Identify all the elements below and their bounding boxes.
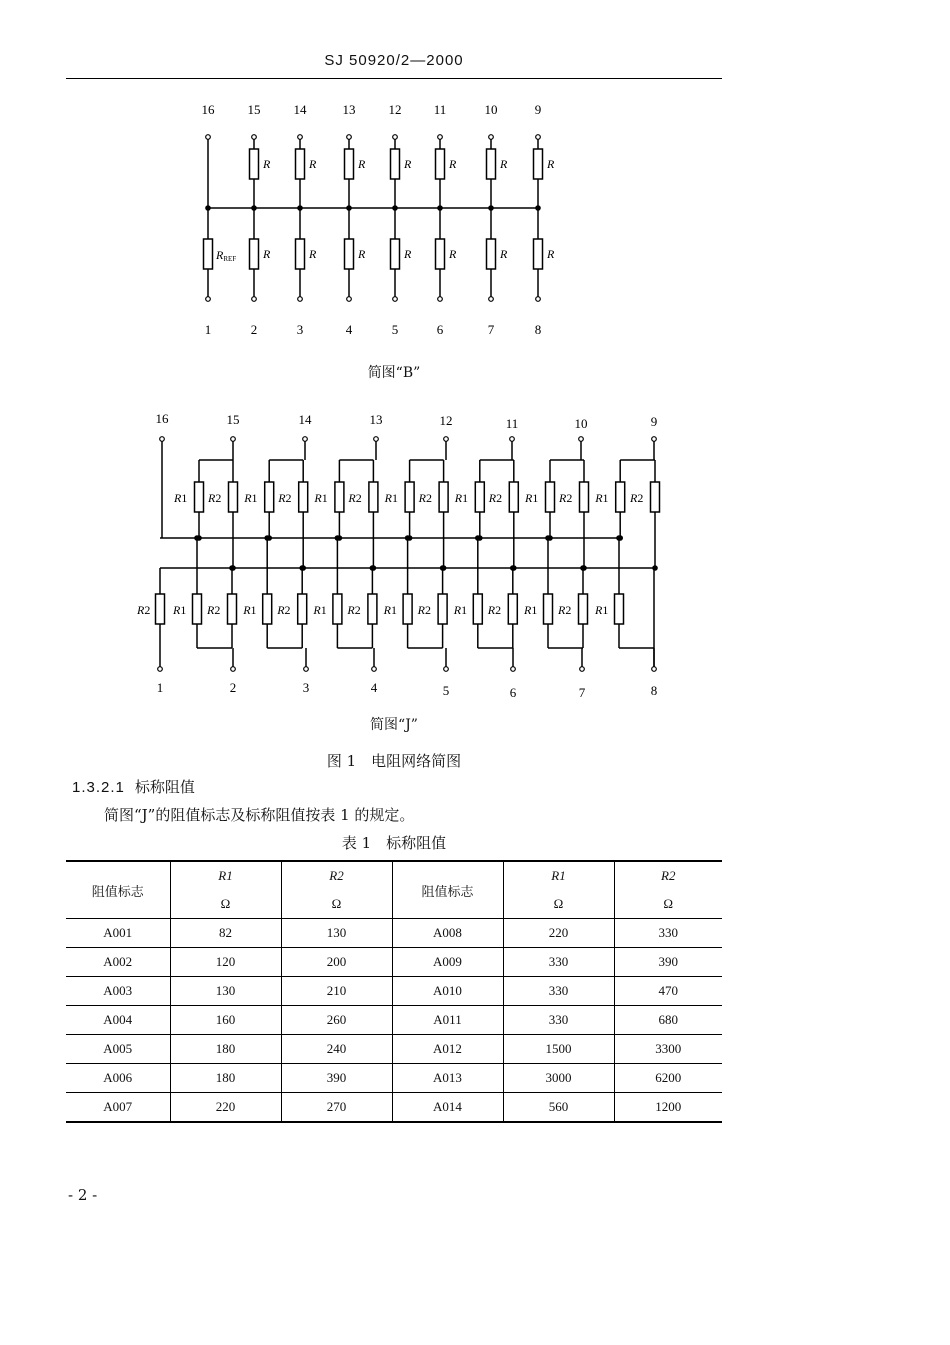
junction <box>251 205 257 211</box>
resistor-label: R1 <box>313 603 327 617</box>
terminal <box>231 437 236 442</box>
pin-label: 3 <box>302 680 310 695</box>
pin-label: 15 <box>247 102 261 117</box>
resistor <box>475 482 484 512</box>
resistor-label: R2 <box>208 491 222 505</box>
junction <box>405 535 411 541</box>
cell: 210 <box>281 977 392 1006</box>
junction <box>580 565 586 571</box>
terminal <box>438 135 443 140</box>
pin-label: 2 <box>250 322 258 337</box>
cell: A013 <box>392 1064 503 1093</box>
pin-label: 16 <box>201 102 215 117</box>
resistor <box>436 149 445 179</box>
table-row <box>66 1093 722 1123</box>
resistor-label: R <box>547 157 555 171</box>
resistor <box>651 482 660 512</box>
cell: 1500 <box>503 1035 614 1064</box>
terminal <box>374 437 379 442</box>
resistor <box>509 482 518 512</box>
resistor-label: R <box>263 247 271 261</box>
resistor-label: R1 <box>454 491 469 505</box>
table-row <box>66 1006 722 1035</box>
terminal <box>347 135 352 140</box>
pin-label: 14 <box>298 412 312 427</box>
resistor <box>204 239 213 269</box>
pin-label: 7 <box>578 685 586 700</box>
pin-label: 6 <box>509 685 517 700</box>
junction <box>510 565 516 571</box>
cell: 470 <box>614 977 722 1006</box>
pin-label: 5 <box>442 683 450 698</box>
table-row <box>66 948 722 977</box>
resistor-label: R2 <box>348 491 362 505</box>
pin-label: 12 <box>439 413 453 428</box>
resistor-label: R1 <box>595 491 609 505</box>
resistor <box>229 482 238 512</box>
resistor <box>195 482 204 512</box>
table-row <box>66 1035 722 1064</box>
resistor <box>298 594 307 624</box>
cell: 330 <box>503 1006 614 1035</box>
table-row <box>66 1064 722 1093</box>
resistor <box>193 594 202 624</box>
cell: 180 <box>170 1064 281 1093</box>
cell: 680 <box>614 1006 722 1035</box>
resistor <box>579 594 588 624</box>
resistor-label: R2 <box>417 603 431 617</box>
resistor <box>345 239 354 269</box>
cell: 200 <box>281 948 392 977</box>
cell: A014 <box>392 1093 503 1123</box>
resistor-label: R <box>404 247 412 261</box>
terminal <box>652 667 657 672</box>
resistor-label: R <box>449 157 457 171</box>
pin-label: 15 <box>226 412 240 427</box>
cell: 130 <box>281 919 392 948</box>
terminal <box>298 135 303 140</box>
junction <box>346 205 352 211</box>
cell: 220 <box>503 919 614 948</box>
cell: A006 <box>66 1064 170 1093</box>
terminal <box>438 297 443 302</box>
resistor-label: R2 <box>277 603 291 617</box>
resistor-label: R2 <box>488 491 503 505</box>
resistor-label: R1 <box>314 491 328 505</box>
resistor-label: R <box>547 247 555 261</box>
resistor <box>534 149 543 179</box>
cell: A012 <box>392 1035 503 1064</box>
resistor-label: R2 <box>278 491 292 505</box>
junction <box>299 565 305 571</box>
resistor <box>534 239 543 269</box>
junction <box>229 565 235 571</box>
junction <box>264 535 270 541</box>
cell: 1200 <box>614 1093 722 1123</box>
header-r1: R1 <box>170 861 281 890</box>
resistor <box>615 594 624 624</box>
resistor <box>391 239 400 269</box>
terminal <box>510 437 515 442</box>
section-heading <box>72 776 195 797</box>
resistor <box>250 149 259 179</box>
junction <box>545 535 551 541</box>
resistor-label: R <box>500 247 508 261</box>
junction <box>370 565 376 571</box>
pin-label: 10 <box>574 416 588 431</box>
cell: 3300 <box>614 1035 722 1064</box>
figure-title: 图 1 电阻网络简图 <box>326 752 462 770</box>
resistor <box>473 594 482 624</box>
unit-r2: Ω <box>281 890 392 919</box>
resistor <box>436 239 445 269</box>
table-row <box>66 919 722 948</box>
pin-label: 1 <box>204 322 212 337</box>
terminal <box>347 297 352 302</box>
terminal <box>511 667 516 672</box>
resistor <box>335 482 344 512</box>
terminal <box>489 135 494 140</box>
resistor-label: R1 <box>525 491 539 505</box>
cell: A009 <box>392 948 503 977</box>
schematic-b-caption: 简图“B” <box>367 365 421 381</box>
resistor-label: R2 <box>558 603 572 617</box>
pin-label: 14 <box>293 102 307 117</box>
cell: 82 <box>170 919 281 948</box>
resistor-label: R1 <box>384 491 398 505</box>
header-r2-2: R2 <box>614 861 722 890</box>
resistor-label: R2 <box>347 603 361 617</box>
schematic-j-caption: 简图“J” <box>370 717 418 733</box>
resistor-label: R2 <box>137 603 151 617</box>
resistor <box>368 594 377 624</box>
pin-label: 3 <box>296 322 304 337</box>
resistor-label: R <box>500 157 508 171</box>
section-number: 1.3.2.1 <box>72 779 125 796</box>
body-paragraph: 简图“J”的阻值标志及标称阻值按表 1 的规定。 <box>104 806 415 824</box>
pin-label: 6 <box>436 322 444 337</box>
terminal <box>206 297 211 302</box>
cell: 390 <box>614 948 722 977</box>
cell: 260 <box>281 1006 392 1035</box>
resistor <box>546 482 555 512</box>
resistor <box>263 594 272 624</box>
resistor-label: R1 <box>383 603 397 617</box>
cell: 180 <box>170 1035 281 1064</box>
resistor <box>616 482 625 512</box>
junction <box>475 535 481 541</box>
pin-label: 10 <box>484 102 498 117</box>
cell: A001 <box>66 919 170 948</box>
table-row <box>66 977 722 1006</box>
terminal <box>652 437 657 442</box>
resistor <box>403 594 412 624</box>
junction <box>652 565 658 571</box>
cell: A011 <box>392 1006 503 1035</box>
resistor-label: R1 <box>174 491 188 505</box>
junction <box>205 205 211 211</box>
terminal <box>444 437 449 442</box>
pin-label: 7 <box>487 322 495 337</box>
cell: 120 <box>170 948 281 977</box>
resistor-label: RREF <box>216 248 237 263</box>
cell: A004 <box>66 1006 170 1035</box>
cell: A005 <box>66 1035 170 1064</box>
junction <box>488 205 494 211</box>
pin-label: 16 <box>155 411 169 426</box>
junction <box>194 535 200 541</box>
resistor-label: R1 <box>524 603 538 617</box>
terminal <box>304 667 309 672</box>
pin-label: 11 <box>433 102 447 117</box>
resistor <box>299 482 308 512</box>
cell: 160 <box>170 1006 281 1035</box>
junction <box>616 535 622 541</box>
header-r1-2: R1 <box>503 861 614 890</box>
schematic-b <box>0 95 950 345</box>
junction <box>297 205 303 211</box>
resistor <box>580 482 589 512</box>
cell: A007 <box>66 1093 170 1123</box>
resistor-label: R2 <box>207 603 221 617</box>
nominal-resistance-table <box>66 860 722 1123</box>
resistor-label: R1 <box>243 603 257 617</box>
cell: 560 <box>503 1093 614 1123</box>
pin-label: 13 <box>369 412 383 427</box>
terminal <box>231 667 236 672</box>
resistor <box>508 594 517 624</box>
cell: A010 <box>392 977 503 1006</box>
cell: 330 <box>503 977 614 1006</box>
pin-label: 8 <box>650 683 658 698</box>
resistor <box>487 239 496 269</box>
unit-r2-2: Ω <box>614 890 722 919</box>
terminal <box>252 297 257 302</box>
resistor <box>156 594 165 624</box>
resistor-label: R2 <box>559 491 573 505</box>
pin-label: 13 <box>342 102 356 117</box>
terminal <box>536 135 541 140</box>
terminal <box>536 297 541 302</box>
resistor <box>333 594 342 624</box>
cell: 330 <box>503 948 614 977</box>
resistor <box>296 239 305 269</box>
junction <box>535 205 541 211</box>
junction <box>392 205 398 211</box>
table-title: 表 1 标称阻值 <box>341 834 447 852</box>
terminal <box>372 667 377 672</box>
resistor-label: R1 <box>244 491 258 505</box>
cell: 390 <box>281 1064 392 1093</box>
cell: 3000 <box>503 1064 614 1093</box>
junction <box>335 535 341 541</box>
terminal <box>580 667 585 672</box>
cell: 240 <box>281 1035 392 1064</box>
resistor-label: R <box>309 157 317 171</box>
resistor <box>345 149 354 179</box>
cell: 270 <box>281 1093 392 1123</box>
terminal <box>158 667 163 672</box>
terminal <box>160 437 165 442</box>
resistor <box>487 149 496 179</box>
resistor <box>438 594 447 624</box>
resistor <box>369 482 378 512</box>
terminal <box>303 437 308 442</box>
terminal <box>393 135 398 140</box>
pin-label: 9 <box>534 102 542 117</box>
pin-label: 9 <box>650 414 658 429</box>
resistor <box>405 482 414 512</box>
resistor <box>391 149 400 179</box>
pin-label: 4 <box>345 322 353 337</box>
resistor <box>439 482 448 512</box>
pin-label: 11 <box>505 416 519 431</box>
pin-label: 1 <box>156 680 164 695</box>
document-code: SJ 50920/2—2000 <box>324 52 464 69</box>
pin-label: 4 <box>370 680 378 695</box>
terminal <box>489 297 494 302</box>
resistor-label: R <box>263 157 271 171</box>
resistor-label: R1 <box>595 603 609 617</box>
resistor <box>265 482 274 512</box>
resistor-label: R <box>358 247 366 261</box>
pin-label: 8 <box>534 322 542 337</box>
pin-label: 2 <box>229 680 237 695</box>
terminal <box>444 667 449 672</box>
terminal <box>206 135 211 140</box>
cell: A008 <box>392 919 503 948</box>
cell: 6200 <box>614 1064 722 1093</box>
cell: 220 <box>170 1093 281 1123</box>
resistor <box>544 594 553 624</box>
resistor-label: R2 <box>630 491 644 505</box>
resistor <box>296 149 305 179</box>
resistor-label: R2 <box>418 491 432 505</box>
pin-label: 5 <box>391 322 399 337</box>
resistor <box>250 239 259 269</box>
section-title: 标称阻值 <box>134 778 195 796</box>
unit-r1-2: Ω <box>503 890 614 919</box>
resistor <box>228 594 237 624</box>
terminal <box>579 437 584 442</box>
header-rule <box>66 78 722 79</box>
junction <box>440 565 446 571</box>
header-r2: R2 <box>281 861 392 890</box>
page-number: - 2 - <box>68 1186 98 1204</box>
terminal <box>252 135 257 140</box>
cell: A003 <box>66 977 170 1006</box>
header-mark: 阻值标志 <box>66 861 170 919</box>
cell: 130 <box>170 977 281 1006</box>
schematic-j <box>0 405 950 705</box>
resistor-label: R <box>449 247 457 261</box>
pin-label: 12 <box>388 102 402 117</box>
terminal <box>393 297 398 302</box>
resistor-label: R <box>404 157 412 171</box>
resistor-label: R1 <box>173 603 187 617</box>
resistor-label: R <box>358 157 366 171</box>
resistor-label: R2 <box>487 603 502 617</box>
junction <box>437 205 443 211</box>
resistor-label: R1 <box>453 603 468 617</box>
resistor-label: R <box>309 247 317 261</box>
cell: A002 <box>66 948 170 977</box>
cell: 330 <box>614 919 722 948</box>
unit-r1: Ω <box>170 890 281 919</box>
terminal <box>298 297 303 302</box>
header-mark-2: 阻值标志 <box>392 861 503 919</box>
